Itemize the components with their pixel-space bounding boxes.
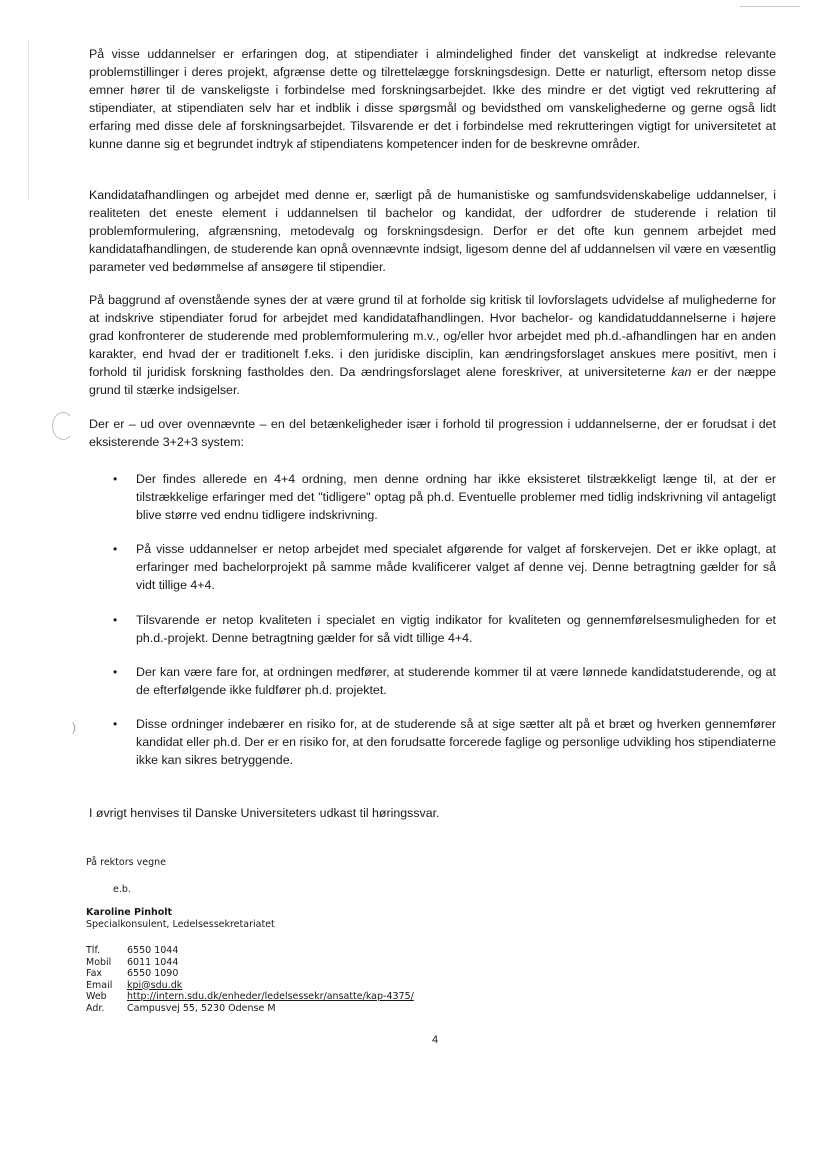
page-number: 4 xyxy=(432,1034,439,1046)
bullet-icon: • xyxy=(113,542,118,557)
web-link[interactable]: http://intern.sdu.dk/enheder/ledelsessekr/ansatte/kap-4375/ xyxy=(127,991,414,1002)
contact-row-web xyxy=(86,991,414,1003)
paragraph-concerns: Der er – ud over ovennævnte – en del betænkeligheder især i forhold til progression i uddannelserne, der er forudsat i det eksisterende 3+2+3 system: xyxy=(89,417,776,450)
email-link[interactable]: kpi@sdu.dk xyxy=(127,979,183,991)
contact-table xyxy=(86,945,414,1014)
paragraph-critical xyxy=(89,291,776,400)
signer-name: Karoline Pinholt xyxy=(86,907,173,918)
list-item xyxy=(89,663,776,699)
list-item-text: Tilsvarende er netop kvaliteten i specialet en vigtig indikator for kvaliteten og gennemførelsesmuligheden for et ph.d.-projekt. Denne betragtning gælder for så vidt tillige 4+4. xyxy=(136,612,776,645)
contact-value: 6550 1044 xyxy=(127,945,179,956)
paragraph-thesis: Kandidatafhandlingen og arbejdet med denne er, særligt på de humanistiske og samfundsvidenskabelige uddannelser, i realiteten det eneste element i uddannelsen til bachelor og kandidat, der udfordrer de studerende i relation til problemformulering, afgrænsning, metodevalg og forskningsdesign. Derfor er det ofte kun gennem arbejdet med kandidatafhandlingen, de studerende kan opnå ovennævnte indsigt, ligesom denne del af uddannelsen vil være en væsentlig parameter ved bedømmelse af ansøgere til stipendier. xyxy=(89,188,776,275)
contact-label: Web xyxy=(86,991,107,1002)
bullet-icon: • xyxy=(113,716,118,731)
concern-list xyxy=(89,470,776,785)
list-item-text: Der findes allerede en 4+4 ordning, men denne ordning har ikke eksisteret tilstrækkeligt længe til, at der er tilstrækkelige erfaringer med det "tidligere" optag på ph.d. Eventuelle problemer med tidlig indskrivning vil antageligt blive større ved endnu tidligere indskrivning. xyxy=(136,472,776,523)
bullet-icon: • xyxy=(113,664,118,679)
list-item-text: Der kan være fare for, at ordningen medfører, at studerende kommer til at være lønnede kandidatstuderende, og at de efterfølgende ikke fuldfører ph.d. projektet. xyxy=(136,664,776,697)
paragraph-critical-italic: kan xyxy=(671,365,692,380)
list-item xyxy=(89,540,776,594)
punch-hole-mark xyxy=(52,412,74,440)
closing-remark: I øvrigt henvises til Danske Universiteters udkast til høringssvar. xyxy=(89,806,440,820)
list-item-text: Disse ordninger indebærer en risiko for, at de studerende så at sige sætter alt på et bræt og hverken gennemfører kandidat eller ph.d. Der er en risiko for, at den forudsatte forcerede faglige og personlige udvikling hos stipendiaterne ikke kan sikres betryggende. xyxy=(136,716,776,768)
eb-line: e.b. xyxy=(113,884,131,895)
list-item xyxy=(89,611,776,647)
contact-label: Mobil xyxy=(86,956,112,968)
bullet-icon: • xyxy=(113,472,118,486)
contact-row-phone xyxy=(86,945,414,957)
contact-value: Campusvej 55, 5230 Odense M xyxy=(127,1002,276,1014)
contact-label: Fax xyxy=(86,968,103,979)
list-item xyxy=(89,715,776,769)
list-item-text: På visse uddannelser er netop arbejdet med specialet afgørende for valget af forskervejen. Det er ikke oplagt, at erfaringer med bachelorprojekt på samme måde kvalificerer valget af denne vej. Denne betragtning gælder for så vidt tillige 4+4. xyxy=(136,542,776,593)
paragraph-critical-after: er der næppe grund til stærke indsigelser. xyxy=(89,365,776,398)
on-behalf-line: På rektors vegne xyxy=(86,857,166,868)
contact-label: Email xyxy=(86,979,113,991)
margin-mark: ) xyxy=(72,720,76,734)
paragraph-critical-before: På baggrund af ovenstående synes der at være grund til at forholde sig kritisk til lovforslagets udvidelse af mulighederne for at indskrive stipendiater forud for arbejdet med kandidatafhandlingen. Hvor bachelor- og kandidatuddannelserne i højere grad konfronterer de studerende med problemformulering m.v., og/eller hvor arbejdet med ph.d.-afhandlingen har en anden karakter, end hvad der er traditionelt f.eks. i den juridiske disciplin, kan ændringsforslaget anskues mere positivt, men i forhold til juridisk forskning fastholdes den. Da ændringsforslaget alene foreskriver, at universiteterne xyxy=(89,293,776,380)
contact-label: Tlf. xyxy=(86,945,101,956)
scan-artifact-line xyxy=(740,6,800,7)
paragraph-recruitment: På visse uddannelser er erfaringen dog, at stipendiater i almindelighed finder det vanskeligt at indkredse relevante problemstillinger i deres projekt, afgrænse dette og tilrettelægge forskningsdesign. Dette er naturligt, eftersom netop disse emner hører til de vanskeligste i forbindelse med forskningsarbejdet. Ikke des mindre er det vigtigt ved rekruttering af stipendiater, at stipendiaten selv har et indblik i disse spørgsmål og bevidsthed om vanskelighederne og gerne også lidt erfaring med disse dele af forskningsarbejdet. Tilsvarende er det i forbindelse med rekrutteringen vigtigt for universitetet at kunne danne sig et begrundet indtryk af stipendiatens kompetencer inden for de beskrevne områder. xyxy=(89,47,776,152)
signer-title: Specialkonsulent, Ledelsessekretariatet xyxy=(86,919,275,930)
bullet-icon: • xyxy=(113,612,118,627)
contact-value: 6550 1090 xyxy=(127,968,179,979)
scan-artifact-margin xyxy=(28,40,29,200)
contact-value: 6011 1044 xyxy=(127,956,179,968)
contact-label: Adr. xyxy=(86,1002,105,1014)
contact-row-address xyxy=(86,1003,414,1015)
list-item xyxy=(89,470,776,524)
contact-row-mobile xyxy=(86,957,414,969)
contact-row-email xyxy=(86,980,414,992)
contact-row-fax xyxy=(86,968,414,980)
